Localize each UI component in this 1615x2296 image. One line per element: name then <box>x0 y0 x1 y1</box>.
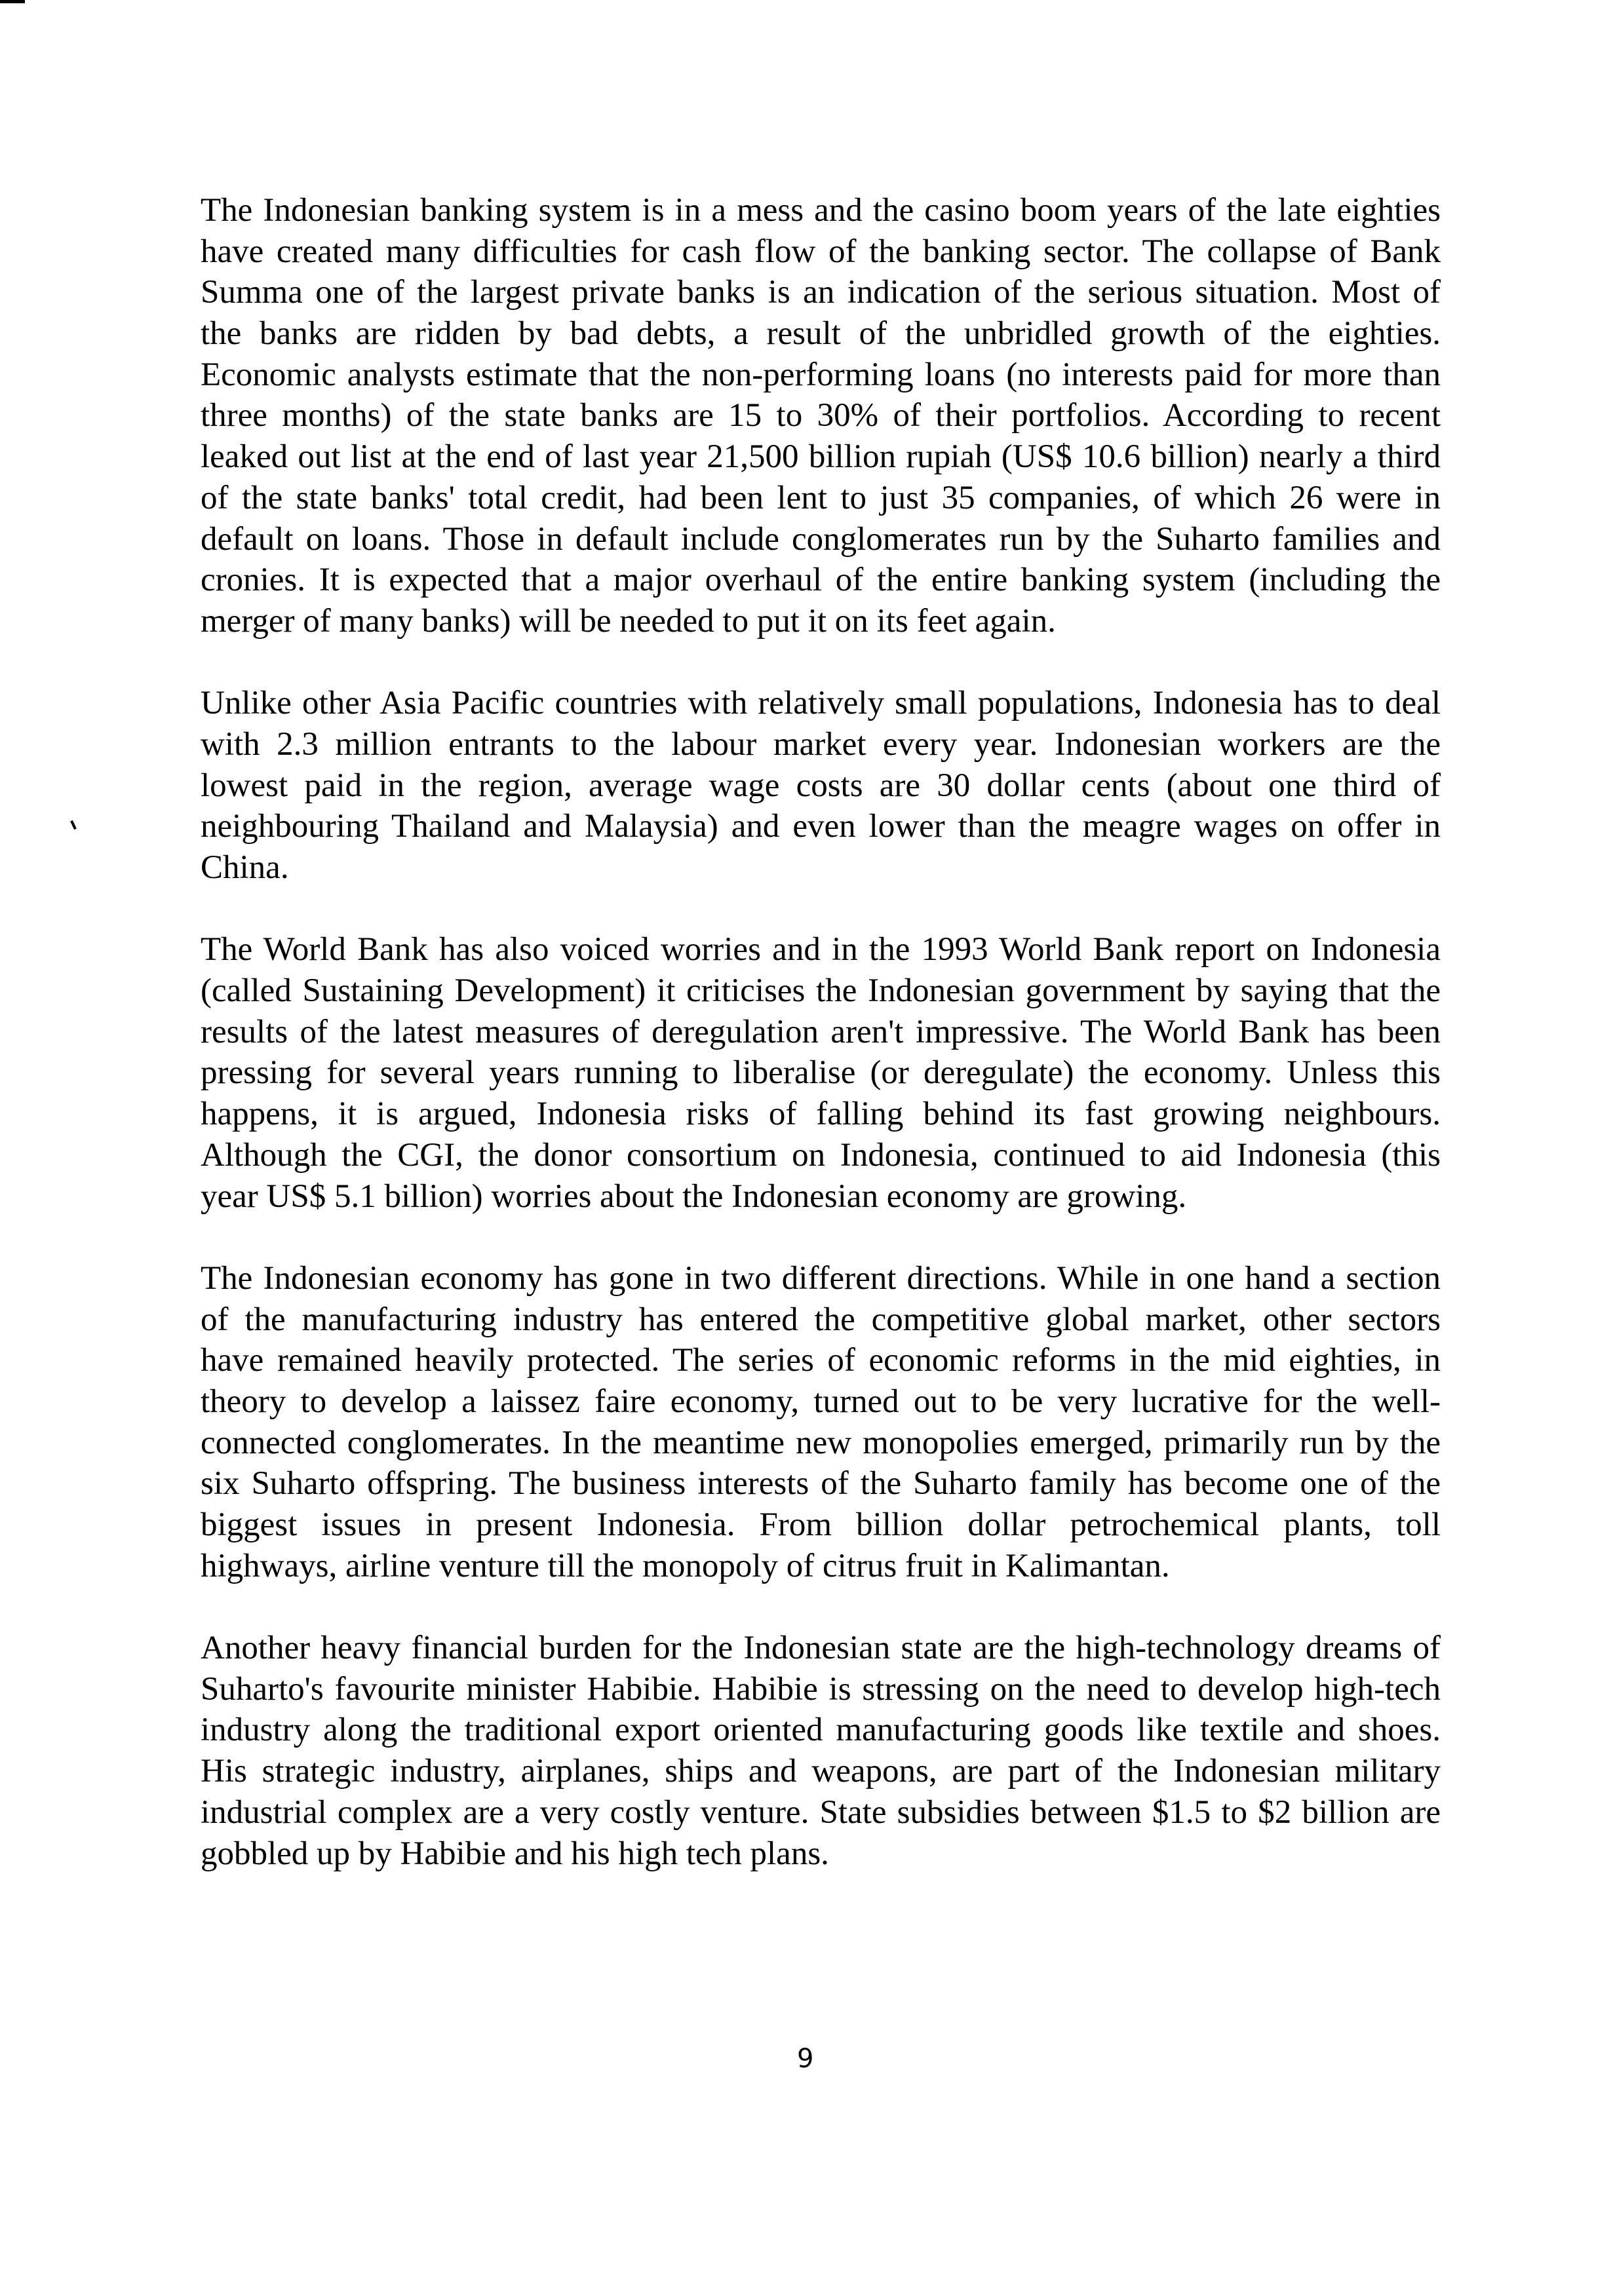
text-line: lowest paid in the region, average wage costs are 30 dollar cents (about one third of <box>201 767 1441 804</box>
text-line: pressing for several years running to liberalise (or deregulate) the economy. Unless this <box>201 1054 1441 1092</box>
text-line: The Indonesian banking system is in a mess and the casino boom years of the late eighties <box>201 192 1441 229</box>
text-line: happens, it is argued, Indonesia risks of falling behind its fast growing neighbours. <box>201 1096 1441 1133</box>
text-line: neighbouring Thailand and Malaysia) and even lower than the meagre wages on offer in <box>201 808 1441 845</box>
scan-artifact-mark <box>70 820 77 830</box>
text-line: six Suharto offspring. The business interests of the Suharto family has become one of the <box>201 1465 1441 1502</box>
page-number: 9 <box>797 2044 814 2074</box>
text-line: with 2.3 million entrants to the labour market every year. Indonesian workers are the <box>201 725 1441 763</box>
text-line: year US$ 5.1 billion) worries about the Indonesian economy are growing. <box>201 1177 1187 1215</box>
paragraph-habibie-technology <box>201 1628 1441 1874</box>
text-line: of the manufacturing industry has entered the competitive global market, other sectors <box>201 1301 1441 1338</box>
text-line: His strategic industry, airplanes, ships and weapons, are part of the Indonesian military <box>201 1753 1441 1790</box>
text-line: Another heavy financial burden for the Indonesian state are the high-technology dreams of <box>201 1630 1441 1667</box>
text-line: Economic analysts estimate that the non-performing loans (no interests paid for more than <box>201 356 1441 393</box>
text-line: gobbled up by Habibie and his high tech plans. <box>201 1835 829 1872</box>
text-line: merger of many banks) will be needed to put it on its feet again. <box>201 602 1056 640</box>
text-line: highways, airline venture till the monopoly of citrus fruit in Kalimantan. <box>201 1547 1170 1584</box>
text-line: Suharto's favourite minister Habibie. Habibie is stressing on the need to develop high-tech <box>201 1670 1441 1708</box>
text-line: theory to develop a laissez faire economy, turned out to be very lucrative for the well- <box>201 1383 1441 1420</box>
text-line: Summa one of the largest private banks is an indication of the serious situation. Most of <box>201 274 1441 311</box>
text-line: three months) of the state banks are 15 to 30% of their portfolios. According to recent <box>201 397 1441 434</box>
text-line: connected conglomerates. In the meantime new monopolies emerged, primarily run by the <box>201 1424 1441 1461</box>
paragraph-world-bank <box>201 929 1441 1217</box>
text-line: have remained heavily protected. The series of economic reforms in the mid eighties, in <box>201 1342 1441 1379</box>
body-text <box>201 190 1441 1915</box>
text-line: industrial complex are a very costly venture. State subsidies between $1.5 to $2 billion are <box>201 1793 1441 1831</box>
paragraph-economy-directions <box>201 1258 1441 1587</box>
text-line: of the state banks' total credit, had been lent to just 35 companies, of which 26 were in <box>201 479 1441 516</box>
text-line: the banks are ridden by bad debts, a result of the unbridled growth of the eighties. <box>201 315 1441 353</box>
paragraph-banking-system <box>201 190 1441 642</box>
text-line: The Indonesian economy has gone in two different directions. While in one hand a section <box>201 1259 1441 1297</box>
paragraph-labour-market <box>201 683 1441 888</box>
scan-artifact-mark <box>0 0 25 3</box>
text-line: industry along the traditional export oriented manufacturing goods like textile and shoes. <box>201 1712 1441 1749</box>
text-line: (called Sustaining Development) it criticises the Indonesian government by saying that the <box>201 972 1441 1010</box>
text-line: Unlike other Asia Pacific countries with relatively small populations, Indonesia has to deal <box>201 685 1441 722</box>
text-line: have created many difficulties for cash flow of the banking sector. The collapse of Bank <box>201 233 1441 270</box>
text-line: leaked out list at the end of last year 21,500 billion rupiah (US$ 10.6 billion) nearly a third <box>201 438 1441 476</box>
text-line: Although the CGI, the donor consortium on Indonesia, continued to aid Indonesia (this <box>201 1136 1441 1174</box>
text-line: biggest issues in present Indonesia. From billion dollar petrochemical plants, toll <box>201 1506 1441 1543</box>
text-line: cronies. It is expected that a major overhaul of the entire banking system (including the <box>201 562 1441 599</box>
text-line: China. <box>201 849 289 886</box>
text-line: default on loans. Those in default include conglomerates run by the Suharto families and <box>201 520 1441 558</box>
text-line: results of the latest measures of deregulation aren't impressive. The World Bank has been <box>201 1013 1441 1050</box>
text-line: The World Bank has also voiced worries and in the 1993 World Bank report on Indonesia <box>201 931 1441 968</box>
